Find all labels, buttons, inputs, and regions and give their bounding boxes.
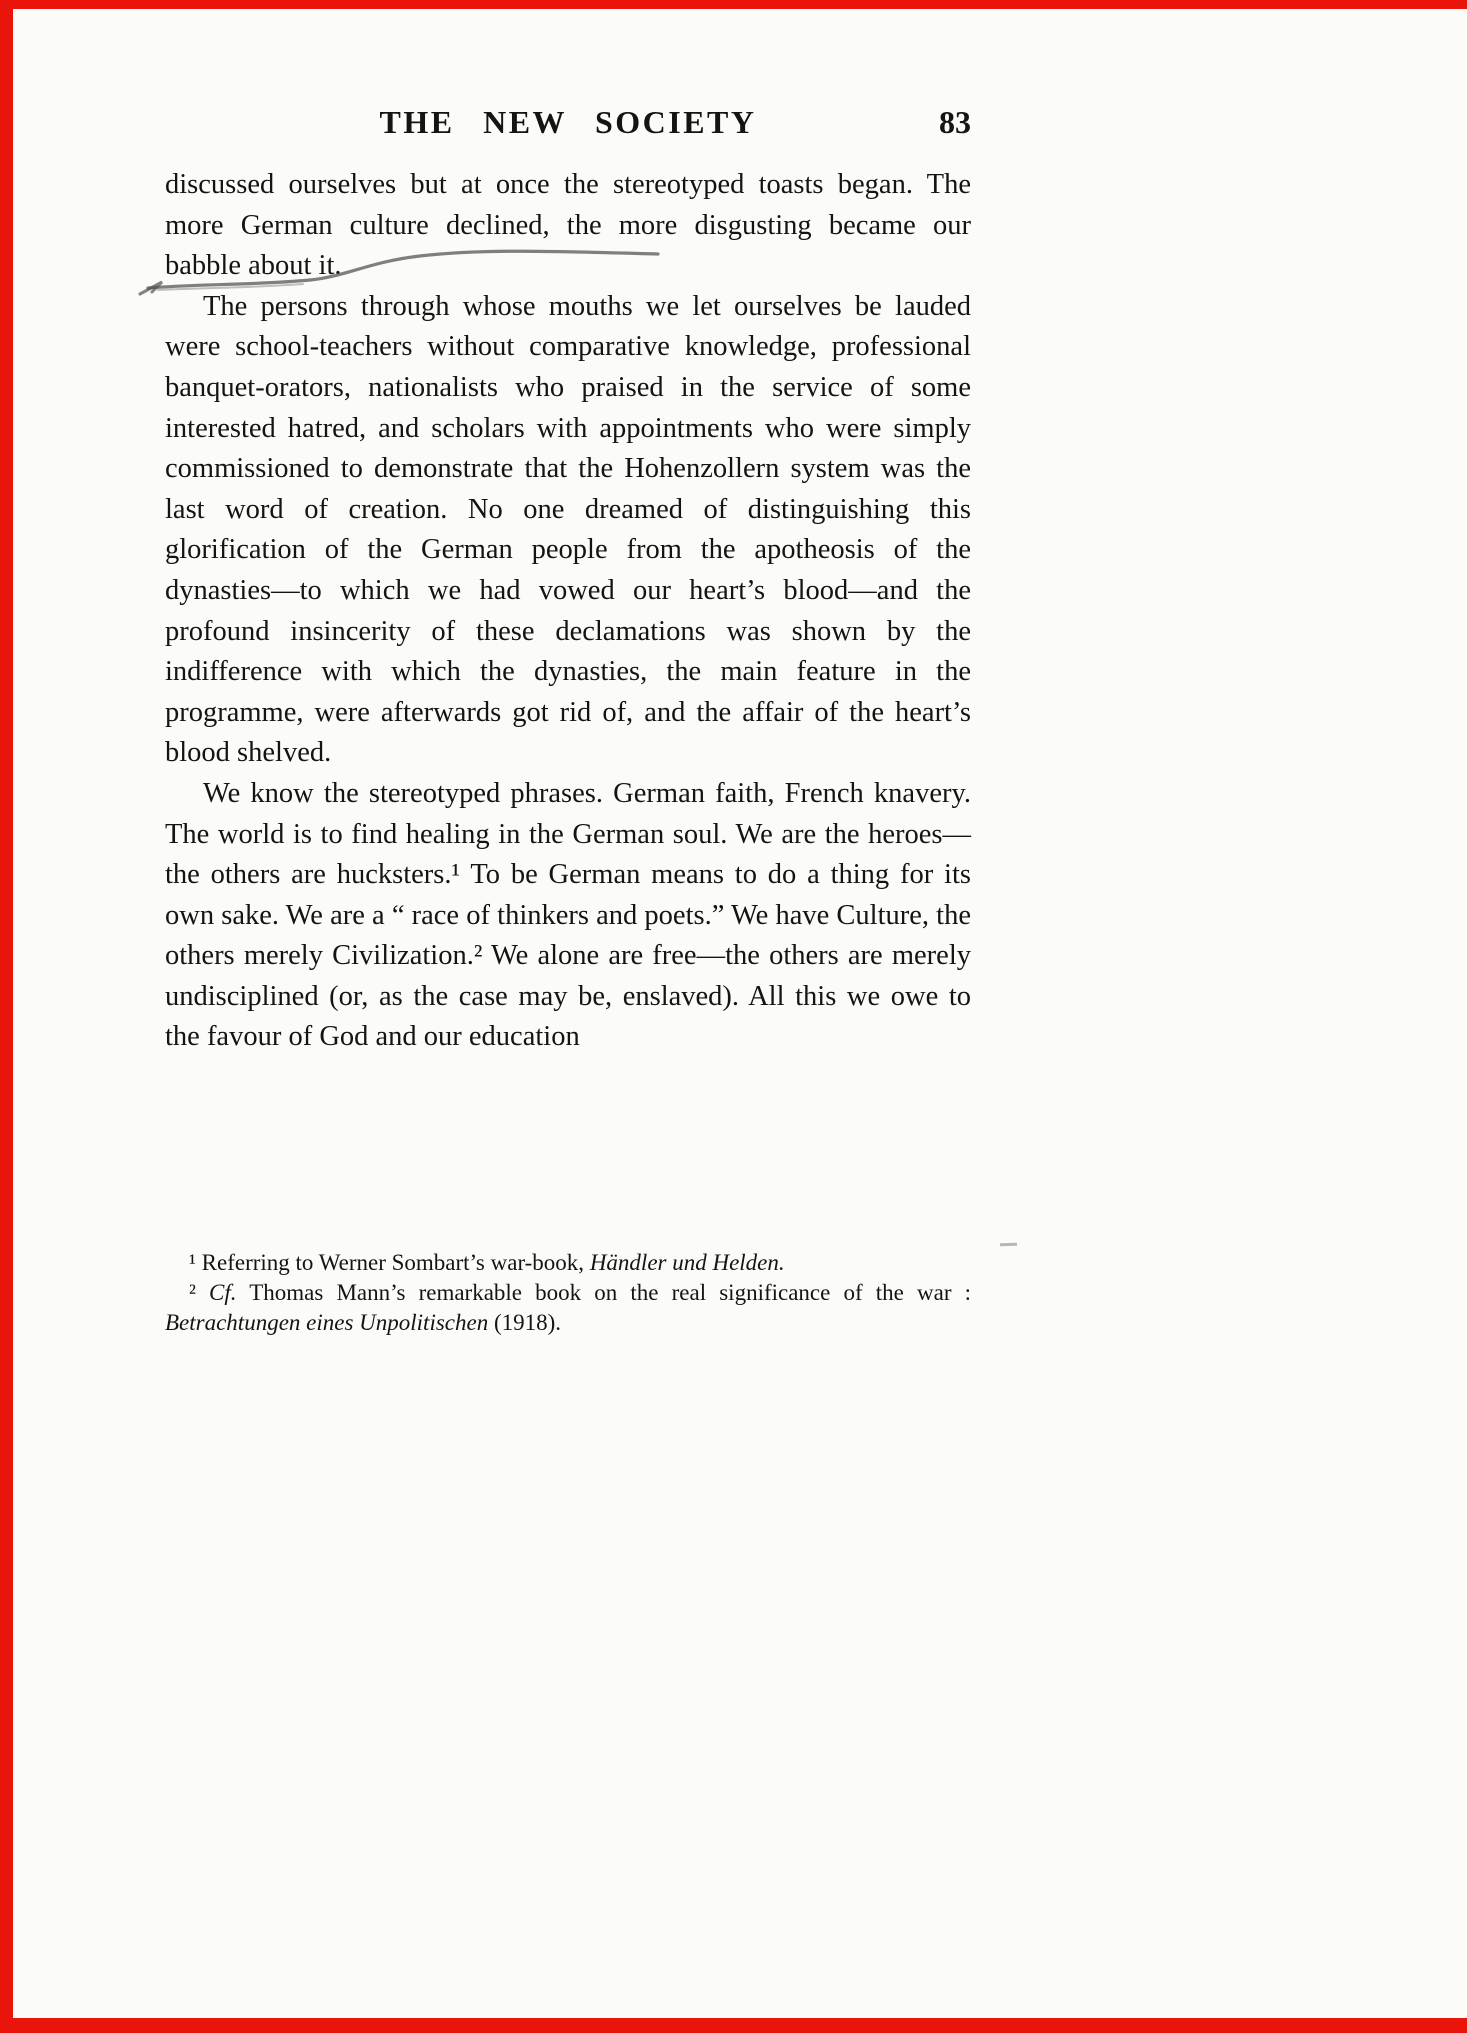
footnote-1: ¹ Referring to Werner Sombart’s war-book, Händler und Helden. [189,1250,785,1275]
stray-mark [1000,1243,1017,1247]
footnotes [165,1248,971,1338]
scan-edge-left [0,0,13,2033]
page-number: 83 [939,104,971,140]
page-body [165,165,971,1058]
paragraph-2: The persons through whose mouths we let ourselves be lauded were school-teachers without comparative knowledge, professional banquet-orators, nationalists who praised in the service of some interested hatred, and scholars with appointments who were simply commissioned to demonstrate that the Hohenzollern system was the last word of creation. No one dreamed of distinguishing this glorification of the German people from the apotheosis of the dynasties—to which we had vowed our heart’s blood—and the profound insincerity of these declamations was shown by the indifference with which the dynasties, the main feature in the programme, were afterwards got rid of, and the affair of the heart’s blood shelved. [165,290,971,769]
paragraph-1: discussed ourselves but at once the stereotyped toasts began. The more German culture declined, the more disgusting became our babble about it. [165,169,971,282]
footnote-2: ² Cf. Thomas Mann’s remarkable book on the real significance of the war : Betrachtungen eines Unpolitischen (1918). [165,1280,971,1335]
paragraph-3: We know the stereotyped phrases. German faith, French knavery. The world is to find healing in the German soul. We are the heroes—the others are hucksters.¹ To be German means to do a thing for its own sake. We are a “ race of thinkers and poets.” We have Culture, the others merely Civilization.² We alone are free—the others are merely undisciplined (or, as the case may be, enslaved). All this we owe to the favour of God and our education [165,777,971,1053]
page-header [165,104,971,148]
scan-edge-top [0,0,1467,9]
scan-edge-bottom [0,2018,1467,2033]
running-title: THE NEW SOCIETY [379,104,757,140]
